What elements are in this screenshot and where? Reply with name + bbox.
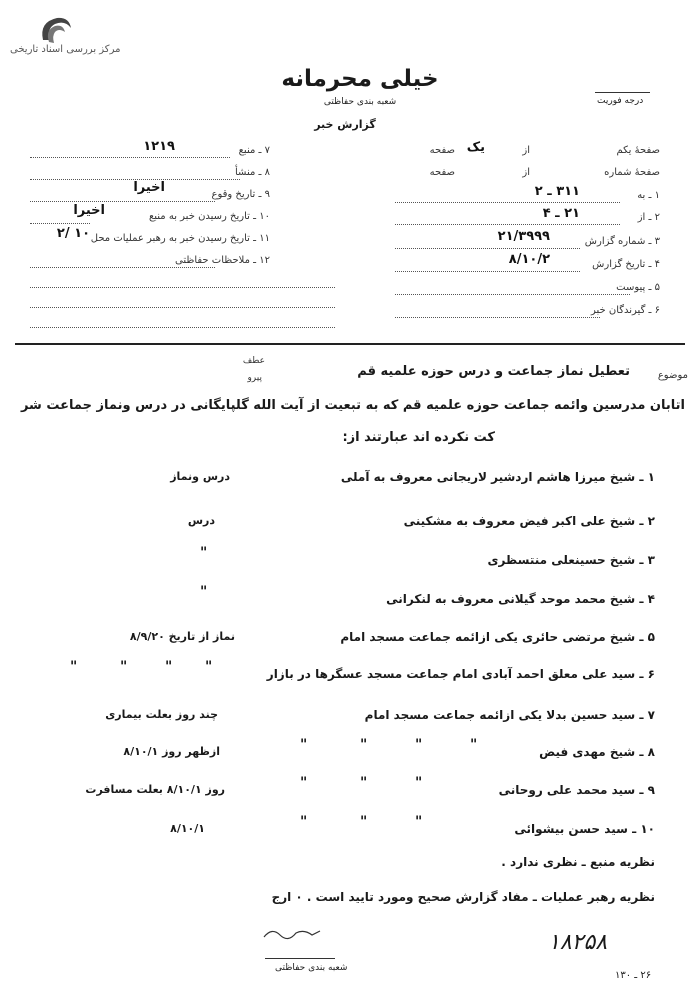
header-divider: [15, 343, 685, 345]
field-label: صفحهٔ یکم: [616, 145, 660, 156]
item-text: ۵ ـ شیخ مرتضی حائری یکی ازائمه جماعت مسجد امام: [340, 630, 655, 644]
ditto-mark: ": [360, 814, 368, 830]
ditto-mark: ": [300, 775, 308, 791]
field-value: یک: [466, 140, 485, 155]
report-type: گزارش خبر: [314, 118, 376, 131]
field-value: ۱۲۱۹: [143, 139, 175, 154]
footer-line: [265, 958, 335, 959]
subject-followup: پیرو: [247, 373, 262, 383]
signature-icon: [262, 925, 322, 943]
field-label: ۴ ـ تاریخ گزارش: [592, 259, 660, 270]
item-text: ۶ ـ سید علی معلق احمد آبادی امام جماعت مسجد عسگرها در بازار: [266, 667, 655, 681]
document-dept: شعبه بندی حفاظتی: [323, 97, 397, 107]
item-note: چند روز بعلت بیماری: [105, 708, 218, 721]
field-value: ۲/ ۱۰: [56, 226, 90, 241]
field-label: ۱۰ ـ تاریخ رسیدن خبر به منبع: [148, 211, 270, 222]
field-label: ۳ ـ شماره گزارش: [584, 236, 660, 247]
field-value: اخیرا: [133, 180, 165, 195]
item-text: ۲ ـ شیخ علی اکبر فیض معروف به مشکینی: [403, 514, 655, 528]
item-note: نماز از تاریخ ۸/۹/۲۰: [129, 630, 235, 643]
ditto-mark: ": [360, 737, 368, 753]
item-note: ازظهر روز ۸/۱۰/۱: [123, 745, 220, 758]
item-text: ۳ ـ شیخ حسینعلی منتسظری: [487, 553, 655, 567]
field-label: ۲ ـ از: [637, 212, 660, 223]
document-title: خیلی محرمانه: [281, 66, 439, 92]
urgency-label: درجه فوریت: [597, 96, 644, 106]
item-note: درس ونماز: [170, 470, 230, 483]
ditto-mark: ": [200, 584, 208, 600]
field-label: ۱۱ ـ تاریخ رسیدن خبر به رهبر عملیات محل: [90, 233, 270, 244]
field-value: ۲۱/۳۹۹۹: [497, 229, 550, 244]
field-label: ۱ ـ به: [637, 190, 660, 201]
item-text: ۷ ـ سید حسین بدلا یکی ازائمه جماعت مسجد امام: [364, 708, 655, 722]
item-note: ۸/۱۰/۱: [170, 822, 205, 835]
ditto-mark: ": [360, 775, 368, 791]
field-end: صفحه: [429, 145, 455, 156]
ditto-mark: ": [205, 659, 213, 675]
form-code: ۲۶ ـ ۱۳۰: [615, 970, 652, 981]
subject-text: تعطیل نماز جماعت و درس حوزه علمیه قم: [357, 364, 630, 379]
field-value: ۲۱ ـ ۴: [542, 206, 580, 221]
ditto-mark: ": [120, 659, 128, 675]
item-note: روز ۸/۱۰/۱ بعلت مسافرت: [85, 783, 225, 796]
item-text: ۴ ـ شیخ محمد موحد گیلانی معروف به لنکرانی: [386, 592, 655, 606]
ditto-mark: ": [300, 814, 308, 830]
item-text: ۱ ـ شیخ میرزا هاشم اردشیر لاریجانی معروف به آملی: [340, 470, 655, 484]
ditto-mark: ": [165, 659, 173, 675]
ditto-mark: ": [415, 775, 423, 791]
field-label: ۱۲ ـ ملاحظات حفاظتی: [175, 255, 270, 266]
item-note: درس: [187, 514, 215, 527]
urgency-line: [595, 92, 650, 93]
field-value: ۳۱۱ ـ ۲: [534, 184, 580, 199]
archive-name: مرکز بررسی اسناد تاریخی: [10, 44, 121, 55]
field-value: اخیرا: [73, 203, 105, 218]
field-label: ۵ ـ پیوست: [616, 282, 660, 293]
item-text: ۸ ـ شیخ مهدی فیض: [539, 745, 655, 759]
ditto-mark: ": [300, 737, 308, 753]
source-opinion: نظریه منبع ـ نظری ندارد .: [501, 855, 655, 869]
body-line-1: اتابان مدرسین وائمه جماعت حوزه علمیه قم که به تبعیت از آیت الله گلپایگانی در درس ونماز جماعت شر: [20, 398, 685, 413]
ditto-mark: ": [415, 737, 423, 753]
item-text: ۹ ـ سید محمد علی روحانی: [498, 783, 655, 797]
field-end: صفحه: [429, 167, 455, 178]
ditto-mark: ": [200, 545, 208, 561]
ditto-mark: ": [470, 737, 478, 753]
subject-label: موضوع: [657, 370, 688, 381]
footer-dept: شعبه بندی حفاظتی: [275, 963, 348, 973]
field-mid: از: [522, 167, 530, 178]
field-label: ۷ ـ منبع: [238, 145, 270, 156]
body-line-2: کت نکرده اند عبارتند از:: [342, 430, 495, 445]
stamp-number: ۱۸۲۵۸: [548, 930, 608, 955]
ditto-mark: ": [70, 659, 78, 675]
field-label: ۶ ـ گیرندگان خبر: [590, 305, 660, 316]
subject-ref: عطف: [242, 356, 265, 366]
field-label: ۸ ـ منشأ: [234, 167, 270, 178]
field-label: صفحهٔ شماره: [604, 167, 660, 178]
field-label: ۹ ـ تاریخ وقوع: [211, 189, 270, 200]
item-text: ۱۰ ـ سید حسن بیشوائی: [514, 822, 655, 836]
ops-opinion: نظریه رهبر عملیات ـ مفاد گزارش صحیح ومورد تایید است . ۰ ارج: [271, 890, 655, 904]
field-mid: از: [522, 145, 530, 156]
field-value: ۸/۱۰/۲: [508, 252, 550, 267]
ditto-mark: ": [415, 814, 423, 830]
